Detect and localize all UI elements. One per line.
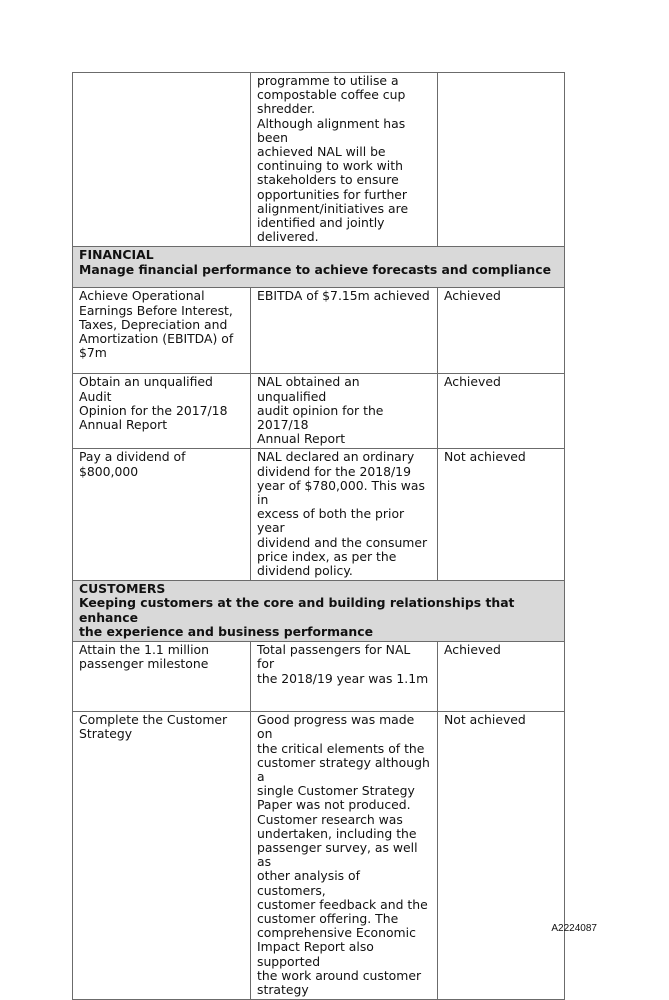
table-row	[73, 73, 565, 247]
section-title: FINANCIAL	[79, 247, 154, 263]
status-cell: Not achieved	[438, 449, 565, 581]
section-subtitle: Manage financial performance to achieve forecasts and compliance	[79, 261, 551, 277]
result-cell: Total passengers for NAL for the 2018/19 year was 1.1m	[251, 642, 438, 712]
result-cell: EBITDA of $7.15m achieved	[251, 288, 438, 374]
target-cell: Obtain an unqualified Audit Opinion for the 2017/18 Annual Report	[73, 374, 251, 449]
status-cell: Achieved	[438, 374, 565, 449]
table-row	[73, 712, 565, 1000]
section-header-cell	[73, 581, 565, 642]
status-cell: Not achieved	[438, 712, 565, 1000]
section-header-customers	[73, 581, 565, 642]
section-subtitle: Keeping customers at the core and building relationships that enhance the experience and business performance	[79, 595, 515, 639]
result-cell: Good progress was made on the critical elements of the customer strategy although a single Customer Strategy Paper was not produced. Customer research was undertaken, including the passenger survey, as well as other analysis of customers, customer feedback and the customer offering. The comprehensive Economic Impact Report also supported the work around customer strategy	[251, 712, 438, 1000]
results-table	[72, 72, 565, 1000]
document-id: A2224087	[551, 923, 597, 934]
table-row	[73, 374, 565, 449]
target-cell: Attain the 1.1 million passenger milestone	[73, 642, 251, 712]
table-row	[73, 642, 565, 712]
target-cell	[73, 73, 251, 247]
result-cell: NAL obtained an unqualified audit opinion for the 2017/18 Annual Report	[251, 374, 438, 449]
target-cell: Complete the Customer Strategy	[73, 712, 251, 1000]
result-cell: NAL declared an ordinary dividend for the 2018/19 year of $780,000. This was in excess of both the prior year dividend and the consumer price index, as per the dividend policy.	[251, 449, 438, 581]
target-cell: Achieve Operational Earnings Before Interest, Taxes, Depreciation and Amortization (EBITDA) of $7m	[73, 288, 251, 374]
table-row	[73, 288, 565, 374]
target-cell: Pay a dividend of $800,000	[73, 449, 251, 581]
section-title: CUSTOMERS	[79, 581, 166, 597]
status-cell: Achieved	[438, 642, 565, 712]
status-cell	[438, 73, 565, 247]
section-header-cell	[73, 247, 565, 288]
status-cell: Achieved	[438, 288, 565, 374]
table-row	[73, 449, 565, 581]
section-header-financial	[73, 247, 565, 288]
result-cell: programme to utilise a compostable coffee cup shredder. Although alignment has been achieved NAL will be continuing to work with stakeholders to ensure opportunities for further alignment/initiatives are identified and jointly delivered.	[251, 73, 438, 247]
